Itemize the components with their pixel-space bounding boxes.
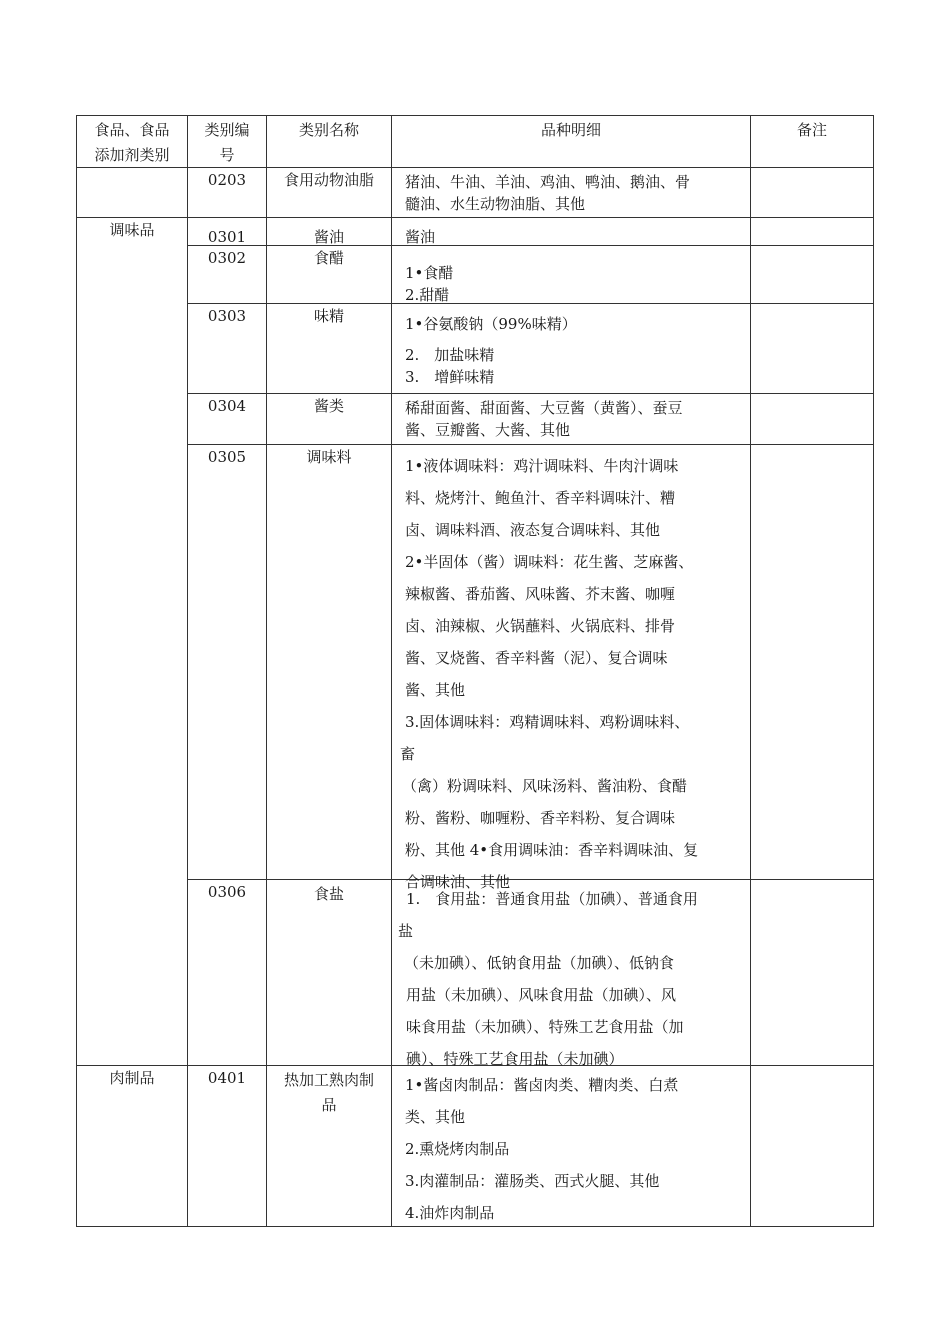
row-name-line1: 热加工熟肉制 [283, 1071, 374, 1089]
detail-line: 髓油、水生动物油脂、其他 [405, 195, 586, 213]
row-name: 食盐 [313, 885, 344, 903]
detail-line: 2. 加盐味精 [405, 346, 495, 364]
detail-line: 1•食醋 [405, 264, 454, 282]
detail-line: 酱、其他 [405, 681, 466, 699]
detail-line: （禽）粉调味料、风味汤料、酱油粉、食醋 [402, 777, 688, 795]
row-code: 0303 [207, 307, 247, 325]
detail-line: 1•液体调味料：鸡汁调味料、牛肉汁调味 [405, 457, 679, 475]
detail-line: 2.甜醋 [405, 286, 450, 304]
detail-line: 卤、调味料酒、液态复合调味料、其他 [405, 521, 661, 539]
detail-line: 味食用盐（未加碘）、特殊工艺食用盐（加 [406, 1018, 684, 1036]
detail-line: 2.熏烧烤肉制品 [405, 1140, 510, 1158]
group-label-meat: 肉制品 [109, 1069, 155, 1087]
row-details [398, 883, 748, 1068]
row-details [405, 262, 747, 303]
row-code: 0302 [207, 249, 247, 267]
detail-line: 盐 [398, 922, 414, 940]
row-name: 酱类 [313, 397, 344, 415]
detail-line: 类、其他 [405, 1108, 466, 1126]
detail-line: 碘）、特殊工艺食用盐（未加碘） [406, 1050, 624, 1068]
detail-line: 1. 食用盐：普通食用盐（加碘）、普通食用 [406, 890, 698, 908]
detail-line: 1•酱卤肉制品：酱卤肉类、糟肉类、白煮 [405, 1076, 679, 1094]
detail-line: 卤、油辣椒、火锅蘸料、火锅底料、排骨 [405, 617, 676, 635]
row-details-cont [405, 344, 747, 390]
row-code: 0401 [207, 1069, 247, 1087]
row-name: 调味料 [306, 448, 352, 466]
detail-line: 1•谷氨酸钠（99%味精） [405, 315, 577, 333]
header-remarks: 备注 [796, 121, 827, 139]
detail-line: 4.油炸肉制品 [405, 1204, 495, 1222]
row-details [400, 450, 747, 891]
row-details [405, 171, 747, 217]
detail-line: 畜 [400, 745, 416, 763]
detail-line: 粉、酱粉、咖喱粉、香辛料粉、复合调味 [405, 809, 676, 827]
detail-line: 辣椒酱、番茄酱、风味酱、芥末酱、咖喱 [405, 585, 676, 603]
header-name: 类别名称 [298, 121, 359, 139]
detail-line: 酱油 [405, 228, 436, 246]
header-details: 品种明细 [540, 121, 601, 139]
group-label-seasoning: 调味品 [109, 221, 155, 239]
row-code: 0301 [207, 228, 247, 246]
row-code: 0304 [207, 397, 247, 415]
row-code: 0306 [207, 883, 247, 901]
detail-line: 粉、其他 4•食用调味油：香辛料调味油、复 [405, 841, 699, 859]
row-name: 食用动物油脂 [283, 171, 374, 189]
detail-line: （未加碘）、低钠食用盐（加碘）、低钠食 [404, 954, 675, 972]
detail-line: 合调味油、其他 [405, 873, 511, 891]
row-name-line2: 品 [321, 1096, 337, 1114]
header-code-line2: 号 [219, 146, 235, 164]
row-name: 味精 [313, 307, 344, 325]
row-code: 0305 [207, 448, 247, 466]
row-code: 0203 [207, 171, 247, 189]
detail-line: 3. 增鲜味精 [405, 368, 495, 386]
detail-line: 猪油、牛油、羊油、鸡油、鸭油、鹅油、骨 [405, 173, 691, 191]
detail-line: 2•半固体（酱）调味料：花生酱、芝麻酱、 [405, 553, 694, 571]
detail-line: 用盐（未加碘）、风味食用盐（加碘）、风 [406, 986, 677, 1004]
detail-line: 稀甜面酱、甜面酱、大豆酱（黄酱）、蚕豆 [405, 399, 683, 417]
detail-line: 酱、豆瓣酱、大酱、其他 [405, 421, 571, 439]
detail-line: 料、烧烤汁、鲍鱼汁、香辛料调味汁、糟 [405, 489, 676, 507]
row-details [405, 1069, 747, 1229]
row-details [405, 397, 747, 443]
header-category-line2: 添加剂类别 [94, 146, 170, 164]
detail-line: 3.固体调味料：鸡精调味料、鸡粉调味料、 [405, 713, 690, 731]
header-code-line1: 类别编 [204, 121, 250, 139]
detail-line: 3.肉灌制品：灌肠类、西式火腿、其他 [405, 1172, 660, 1190]
detail-line: 酱、叉烧酱、香辛料酱（泥）、复合调味 [405, 649, 668, 667]
row-details [405, 313, 747, 335]
row-name: 食醋 [313, 249, 344, 267]
row-name: 酱油 [313, 228, 344, 246]
header-category-line1: 食品、食品 [94, 121, 170, 139]
row-details [405, 226, 747, 245]
